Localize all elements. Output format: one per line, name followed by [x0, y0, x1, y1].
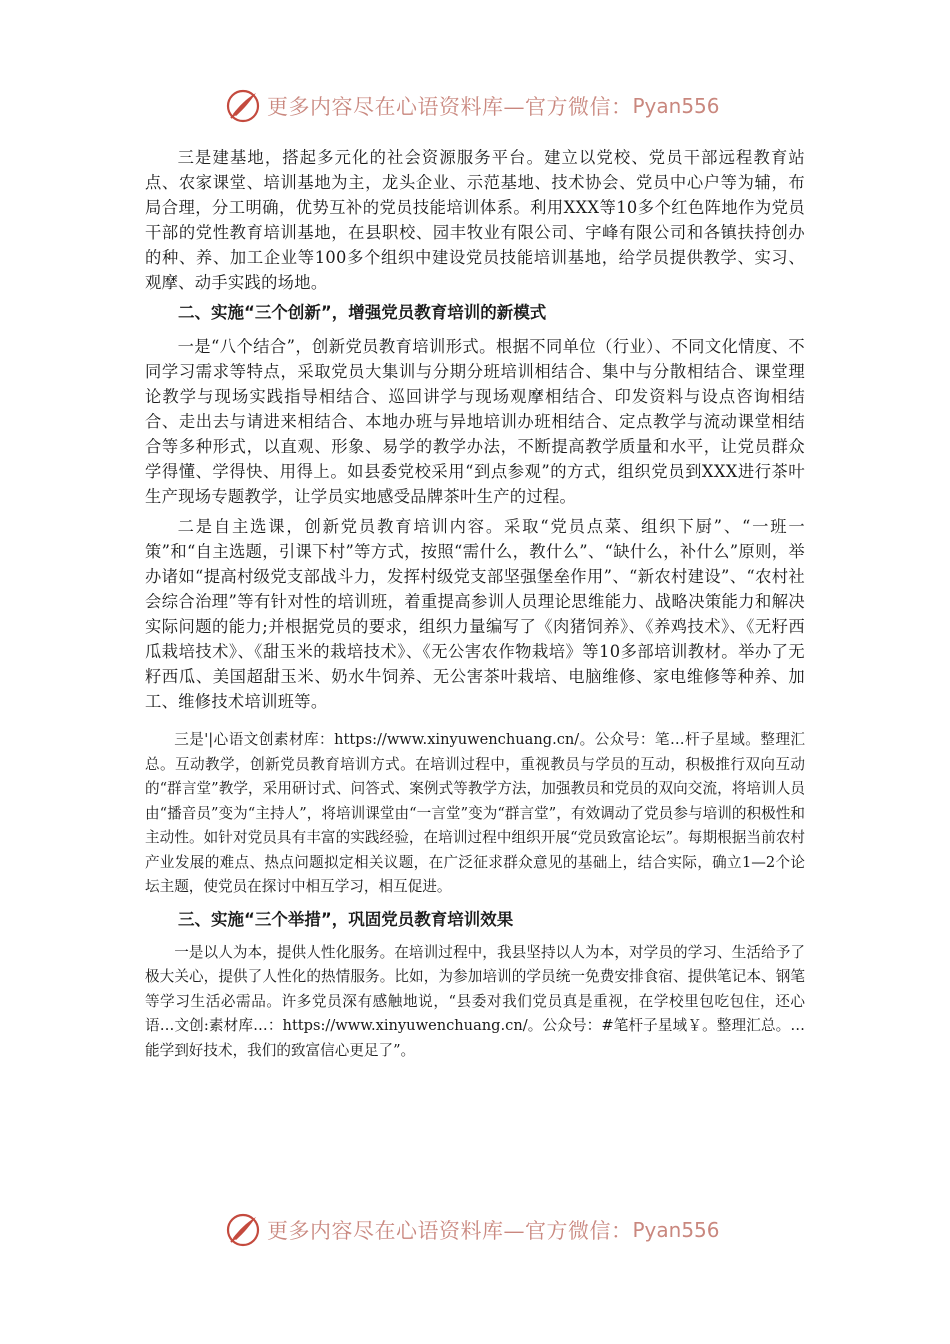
banner-text: 更多内容尽在心语资料库—官方微信：	[267, 1219, 633, 1243]
quill-logo-icon	[225, 1212, 261, 1248]
banner-text: 更多内容尽在心语资料库—官方微信：	[267, 95, 633, 119]
banner-wechat-id: Pyan556	[632, 1218, 720, 1242]
section-heading-innovations: 二、实施“三个创新”，增强党员教育培训的新模式	[178, 303, 547, 322]
section-heading-measures: 三、实施“三个举措”，巩固党员教育培训效果	[178, 909, 514, 929]
banner-wechat-id: Pyan556	[632, 94, 720, 118]
footer-banner	[225, 1210, 745, 1250]
document-body	[145, 145, 805, 1070]
header-banner	[225, 86, 745, 126]
paragraph-humanized-service: 一是以人为本，提供人性化服务。在培训过程中，我县坚持以人为本，对学员的学习、生活给予了极大关心，提供了人性化的热情服务。比如，为参加培训的学员统一免费安排食宿、提供笔记本、钢笔等学习生活必需品。许多党员深有感触地说，“县委对我们党员真是重视，在学校里包吃包住，还心语…文创:素材库…：https://www.xinyuwenchuang.cn/。公众号：#笔杆子星域￥。整理汇总。…能学到好技术，我们的致富信心更足了”。	[145, 943, 805, 1059]
paragraph-eight-combinations: 一是“八个结合”，创新党员教育培训形式。根据不同单位（行业）、不同文化情度、不同学习需求等特点，采取党员大集训与分期分班培训相结合、集中与分散相结合、课堂理论教学与现场实践指导相结合、巡回讲学与现场观摩相结合、印发资料与设点咨询相结合、走出去与请进来相结合、本地办班与异地培训办班相结合、定点教学与流动课堂相结合等多种形式，以直观、形象、易学的教学办法，不断提高教学质量和水平，让党员群众学得懂、学得快、用得上。如县委党校采用“到点参观”的方式，组织党员到XXX进行茶叶生产现场专题教学，让学员实地感受品牌茶叶生产的过程。	[145, 337, 805, 506]
paragraph-interactive-teaching: 三是'|心语文创素材库：https://www.xinyuwenchuang.cn/。公众号：笔…杆子星域。整理汇总。互动教学，创新党员教育培训方式。在培训过程中，重视教员与学员的互动，积极推行双向互动的“群言堂”教学，采用研讨式、问答式、案例式等教学方法，加强教员和党员的双向交流，将培训人员由“播音员”变为“主持人”，将培训课堂由“一言堂”变为“群言堂”，有效调动了党员参与培训的积极性和主动性。如针对党员具有丰富的实践经验，在培训过程中组织开展“党员致富论坛”。每期根据当前农村产业发展的难点、热点问题拟定相关议题，在广泛征求群众意见的基础上，结合实际，确立1—2个论坛主题，使党员在探讨中相互学习，相互促进。	[145, 731, 805, 895]
quill-logo-icon	[225, 88, 261, 124]
paragraph-base-building: 三是建基地，搭起多元化的社会资源服务平台。建立以党校、党员干部远程教育站点、农家课堂、培训基地为主，龙头企业、示范基地、技术协会、党员中心户等为辅，布局合理，分工明确，优势互补的党员技能培训体系。利用XXX等10多个红色阵地作为党员干部的党性教育培训基地，在县职校、园丰牧业有限公司、宇峰有限公司和各镇扶持创办的种、养、加工企业等100多个组织中建设党员技能培训基地，给学员提供教学、实习、观摩、动手实践的场地。	[145, 148, 805, 292]
paragraph-course-selection: 二是自主选课，创新党员教育培训内容。采取“党员点菜、组织下厨”、“一班一策”和“自主选题，引课下村”等方式，按照“需什么，教什么”、“缺什么，补什么”原则，举办诸如“提高村级党支部战斗力，发挥村级党支部坚强堡垒作用”、“新农村建设”、“农村社会综合治理”等有针对性的培训班，着重提高参训人员理论思维能力、战略决策能力和解决实际问题的能力;并根据党员的要求，组织力量编写了《肉猪饲养》、《养鸡技术》、《无籽西瓜栽培技术》、《甜玉米的栽培技术》、《无公害农作物栽培》等10多部培训教材。举办了无籽西瓜、美国超甜玉米、奶水牛饲养、无公害茶叶栽培、电脑维修、家电维修等种养、加工、维修技术培训班等。	[145, 517, 805, 711]
